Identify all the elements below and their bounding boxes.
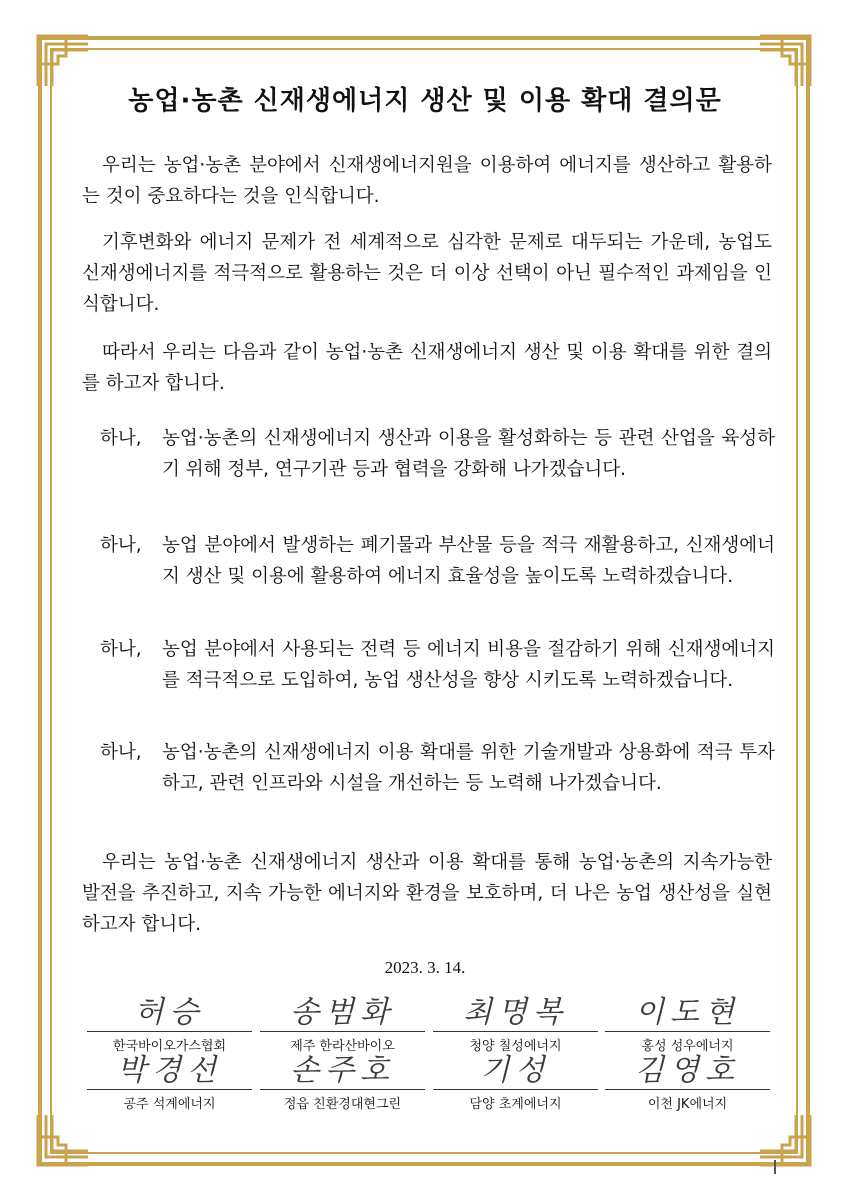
signature-line [433, 1031, 598, 1032]
signature-line [87, 1031, 252, 1032]
pledge-item-2 [100, 530, 775, 592]
signature-line [605, 1089, 770, 1090]
closing-text: 우리는 농업·농촌 신재생에너지 생산과 이용 확대를 통해 농업·농촌의 지속가능한 발전을 추진하고, 지속 가능한 에너지와 환경을 보호하며, 더 나은 농업 생산성을 실현하고자 합니다. [82, 852, 772, 935]
signature-line [87, 1089, 252, 1090]
pledge-label: 하나, [100, 639, 142, 660]
pledge-text: 농업 분야에서 발생하는 폐기물과 부산물 등을 적극 재활용하고, 신재생에너지 생산 및 이용에 활용하여 에너지 효율성을 높이도록 노력하겠습니다. [162, 535, 775, 587]
signature-block [605, 1043, 770, 1112]
document-date: 2023. 3. 14. [384, 958, 466, 977]
paragraph-2-text: 기후변화와 에너지 문제가 전 세계적으로 심각한 문제로 대두되는 가운데, 농업도 신재생에너지를 적극적으로 활용하는 것은 더 이상 선택이 아닌 필수적인 과제임을 인식합니다. [82, 232, 772, 315]
pledge-text: 농업·농촌의 신재생에너지 이용 확대를 위한 기술개발과 상용화에 적극 투자하고, 관련 인프라와 시설을 개선하는 등 노력해 나가겠습니다. [162, 742, 775, 794]
signature-line [433, 1089, 598, 1090]
corner-ornament-bottom-left [36, 1113, 90, 1167]
signature-scrawl: 기성 [480, 1053, 551, 1088]
pledge-label: 하나, [100, 742, 142, 763]
signature-scrawl: 최명복 [463, 995, 568, 1030]
signature-line [260, 1089, 425, 1090]
signatory-name: 담양 초계에너지 [469, 1097, 562, 1112]
pledge-text: 농업·농촌의 신재생에너지 생산과 이용을 활성화하는 등 관련 산업을 육성하기 위해 정부, 연구기관 등과 협력을 강화해 나가겠습니다. [162, 428, 775, 480]
paragraph-1-text: 우리는 농업·농촌 분야에서 신재생에너지원을 이용하여 에너지를 생산하고 활용하는 것이 중요하다는 것을 인식합니다. [82, 155, 772, 207]
signatory-name: 한국바이오가스협회 [112, 1039, 227, 1054]
signature-block [260, 1043, 425, 1112]
pledge-text: 농업 분야에서 사용되는 전력 등 에너지 비용을 절감하기 위해 신재생에너지를 적극적으로 도입하여, 농업 생산성을 향상 시키도록 노력하겠습니다. [162, 639, 775, 691]
signatory-name: 이천 JK에너지 [647, 1097, 728, 1112]
signature-scrawl: 송범화 [290, 995, 395, 1030]
signature-block [260, 985, 425, 1054]
signature-block [87, 985, 252, 1054]
paragraph-2 [82, 227, 772, 320]
signature-block [605, 985, 770, 1054]
signature-scrawl: 손주호 [290, 1053, 395, 1088]
pledge-item-1 [100, 423, 775, 485]
document-title: 농업·농촌 신재생에너지 생산 및 이용 확대 결의문 [128, 86, 722, 116]
signature-line [605, 1031, 770, 1032]
signature-block [433, 1043, 598, 1112]
signature-block [433, 985, 598, 1054]
paragraph-1 [82, 150, 772, 212]
signature-scrawl: 허승 [134, 995, 205, 1030]
signature-scrawl: 이도현 [635, 995, 740, 1030]
signature-scrawl: 김영호 [635, 1053, 740, 1088]
signatory-name: 청양 칠성에너지 [469, 1039, 562, 1054]
signature-block [87, 1043, 252, 1112]
scan-mark [774, 1160, 776, 1174]
signatory-name: 홍성 성우에너지 [641, 1039, 734, 1054]
signature-scrawl: 박경선 [117, 1053, 222, 1088]
pledge-label: 하나, [100, 428, 142, 449]
signatory-name: 정읍 친환경대현그린 [283, 1097, 402, 1112]
paragraph-3 [82, 337, 772, 399]
signatory-name: 공주 석계에너지 [123, 1097, 216, 1112]
pledge-item-3 [100, 634, 775, 696]
closing-paragraph [82, 847, 772, 940]
paragraph-3-text: 따라서 우리는 다음과 같이 농업·농촌 신재생에너지 생산 및 이용 확대를 위한 결의를 하고자 합니다. [82, 342, 772, 394]
pledge-item-4 [100, 737, 775, 799]
pledge-label: 하나, [100, 535, 142, 556]
signature-line [260, 1031, 425, 1032]
signatory-name: 제주 한라산바이오 [290, 1039, 395, 1054]
corner-ornament-bottom-right [758, 1113, 812, 1167]
